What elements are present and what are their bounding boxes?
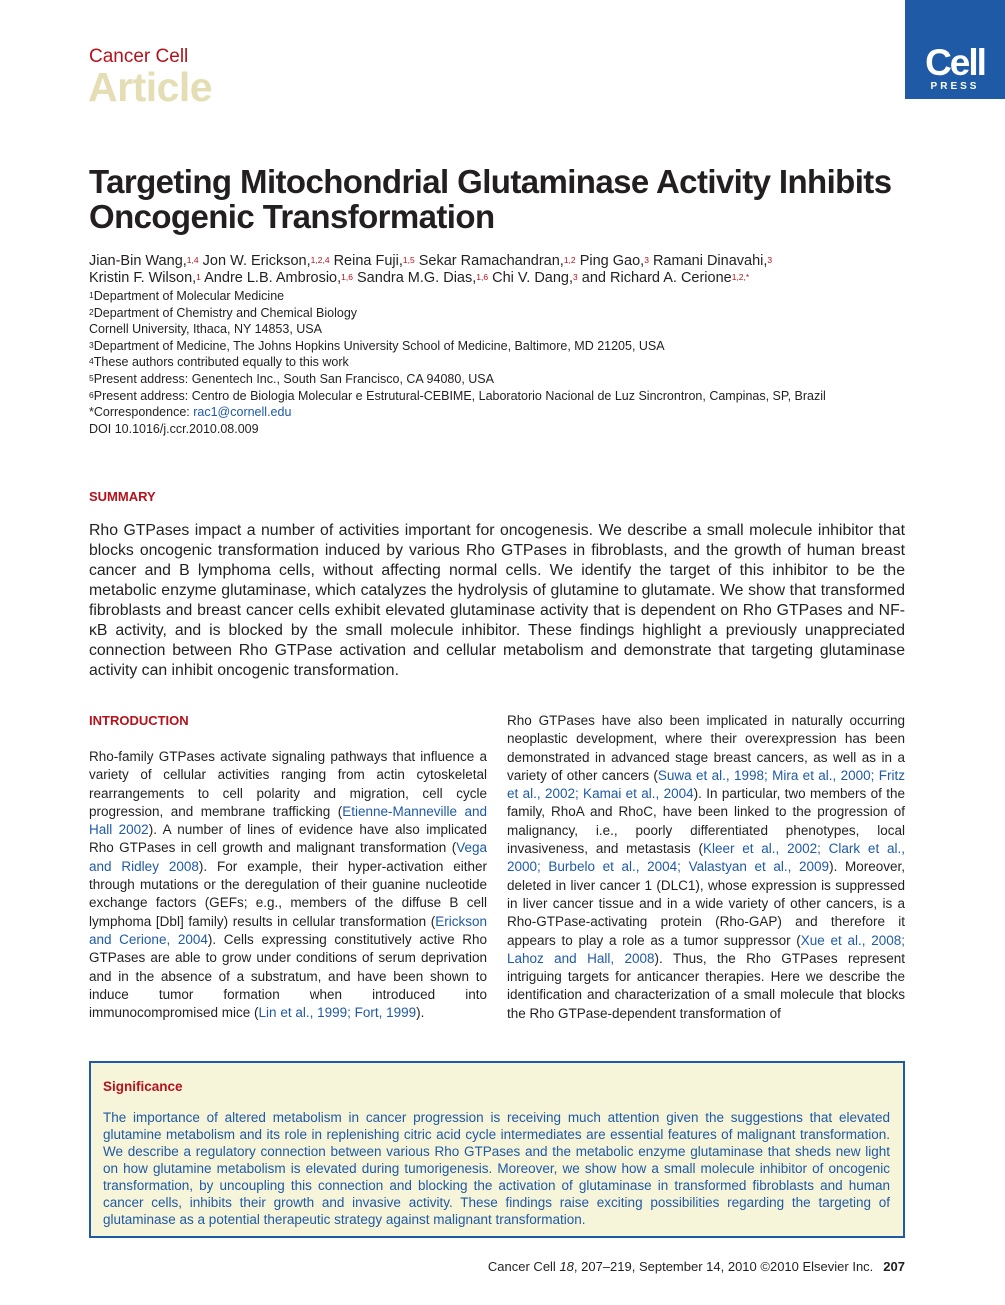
affiliation-text: Present address: Centro de Biologia Molecular e Estrutural-CEBIME, Laboratorio Nacional de Luz Sincrontron, Campinas, SP, Brazil (93, 388, 826, 403)
journal-name: Cancer Cell (89, 46, 189, 67)
citation-link[interactable]: Etienne-Manneville and Hall 2002 (89, 803, 488, 838)
body-text: ). Thus, the Rho GTPases represent intriguing targets for anticancer therapies. Here we describe the identification and characterization of a small molecule that blocks the Rho GTPase-dependent transformation of (507, 950, 905, 1021)
significance-heading: Significance (103, 1079, 183, 1094)
author-name: Reina Fuji, (333, 253, 403, 269)
citation-link[interactable]: Erickson and Cerione, 2004 (89, 913, 487, 947)
affiliation-text: Present address: Genentech Inc., South San Francisco, CA 94080, USA (93, 371, 494, 386)
author-list (89, 253, 909, 287)
author-affiliation-marker: 3 (573, 272, 578, 282)
introduction-heading: INTRODUCTION (89, 713, 189, 728)
affiliation-marker: 5 (89, 372, 94, 383)
author-name: Chi V. Dang, (492, 270, 574, 286)
footer-citation: , 207–219, September 14, 2010 ©2010 Elsevier Inc. (573, 1259, 874, 1274)
affiliation-list (89, 288, 919, 404)
author-line-2 (89, 270, 909, 287)
footer-journal: Cancer Cell (487, 1259, 560, 1274)
affiliation-marker: 2 (89, 306, 94, 317)
citation-link[interactable]: Lin et al., 1999; Fort, 1999 (258, 1005, 417, 1021)
body-text: ). For example, their hyper-activation either through mutations or the deregulation of their guanine nucleotide exchange factors (GEFs; e.g., members of the diffuse B cell lymphoma [Dbl] family) results in cellular transformation ( (89, 858, 488, 929)
correspondence-label: *Correspondence: (89, 405, 194, 420)
affiliation-text: Department of Molecular Medicine (93, 289, 285, 303)
author-affiliation-marker: 3 (767, 255, 773, 265)
author-name: Sandra M.G. Dias, (357, 270, 477, 286)
affiliation-text: Department of Chemistry and Chemical Biology (93, 305, 358, 320)
page-number: 207 (883, 1259, 905, 1274)
correspondence-email-link[interactable]: rac1@cornell.edu (193, 405, 292, 420)
summary-heading: SUMMARY (89, 489, 156, 504)
body-text: ). Moreover, deleted in liver cancer 1 (DLC1), whose expression is suppressed in liver cancer tissue and in a wide variety of other cancers, is a Rho-GTPase-activating protein (Rho-GAP) and therefore it appears to play a role as a tumor suppressor ( (507, 859, 905, 948)
page-footer (480, 1259, 905, 1274)
affiliation-marker: 1 (89, 290, 94, 300)
affiliation (89, 354, 919, 371)
logo-main-text: Cell (925, 42, 985, 83)
logo-sub-text: PRESS (930, 81, 980, 92)
body-text: Rho-family GTPases activate signaling pathways that influence a variety of cellular activities ranging from actin cytoskeletal rearrangements to cell polarity and migration, cell cycle progression, and membrane trafficking ( (89, 749, 487, 819)
author-affiliation-marker: 1,2,4 (310, 255, 330, 265)
article-type-label: Article (88, 64, 213, 110)
affiliation-text: Department of Medicine, The Johns Hopkins University School of Medicine, Baltimore, MD 21205, USA (93, 338, 665, 353)
correspondence (89, 404, 919, 421)
significance-text: The importance of altered metabolism in cancer progression is receiving much attention given the suggestions that elevated glutamine metabolism and its role in replenishing citric acid cycle intermediates are essential features of malignant transformation. We describe a regulatory connection between various Rho GTPases and the metabolic enzyme glutaminase that sheds new light on how glutamine metabolism is elevated during tumorigenesis. Moreover, we show how a small molecule inhibitor of oncogenic transformation, by uncoupling this connection and blocking the activation of glutaminase in transformed fibroblasts and human cancer cells, inhibits their growth and invasive activity. These findings raise exciting possibilities regarding the targeting of glutaminase as a potential therapeutic strategy against malignant transformation. (103, 1110, 890, 1227)
affiliation-marker: 4 (89, 356, 94, 367)
significance-box (89, 1061, 905, 1238)
author-name: Sekar Ramachandran, (418, 253, 564, 269)
summary-text: Rho GTPases impact a number of activities important for oncogenesis. We describe a small molecule inhibitor that blocks oncogenic transformation induced by various Rho GTPases in fibroblasts, and the growth of human breast cancer and B lymphoma cells, without affecting normal cells. We identify the target of this inhibitor to be the metabolic enzyme glutaminase, which catalyzes the hydrolysis of glutamine to glutamate. We show that transformed fibroblasts and breast cancer cells exhibit elevated glutaminase activity that is dependent on Rho GTPases and NF-κB activity, and is blocked by the small molecule inhibitor. These findings highlight a previously unappreciated connection between Rho GTPase activation and cellular metabolism and demonstrate that targeting glutaminase activity can inhibit oncogenic transformation. (89, 522, 905, 679)
footer-volume: 18 (559, 1259, 574, 1274)
body-column-right (507, 712, 905, 1023)
author-name: Jian-Bin Wang, (89, 253, 187, 269)
author-affiliation-marker: 1,6 (341, 272, 353, 282)
affiliation-text: Cornell University, Ithaca, NY 14853, USA (89, 322, 322, 337)
author-affiliation-marker: 1,5 (402, 255, 415, 265)
author-name: and Richard A. Cerione (581, 270, 732, 286)
citation-link[interactable]: Suwa et al., 1998; Mira et al., 2000; Fritz et al., 2002; Kamai et al., 2004 (507, 767, 905, 802)
affiliation-marker: 6 (89, 389, 94, 400)
author-name: Ping Gao, (579, 253, 645, 269)
author-affiliation-marker: 3 (644, 255, 649, 265)
author-name: Andre L.B. Ambrosio, (204, 270, 342, 286)
body-text: ). A number of lines of evidence have also implicated Rho GTPases in cell growth and malignant transformation ( (89, 822, 487, 856)
affiliation (89, 338, 919, 355)
body-column-left (89, 748, 487, 1022)
affiliation (89, 321, 919, 338)
body-text: Rho GTPases have also been implicated in naturally occurring neoplastic development, where their overexpression has been demonstrated in advanced stage breast cancers, as well as in a variety of other cancers ( (507, 713, 905, 783)
author-line-1 (89, 253, 909, 270)
affiliation-text: These authors contributed equally to this work (93, 355, 349, 370)
author-name: Jon W. Erickson, (202, 253, 311, 269)
affiliation (89, 371, 919, 388)
affiliation (89, 305, 919, 322)
body-text: ). Cells expressing constitutively active Rho GTPases are able to grow under conditions of serum deprivation and in the absence of a substratum, and have been shown to induce tumor formation when introduced into immunocompromised mice ( (89, 931, 487, 1021)
author-name: Ramani Dinavahi, (652, 253, 768, 269)
citation-link[interactable]: Xue et al., 2008; Lahoz and Hall, 2008 (507, 932, 906, 966)
cell-press-logo (905, 0, 1005, 99)
author-affiliation-marker: 1,6 (476, 272, 489, 282)
doi: DOI 10.1016/j.ccr.2010.08.009 (89, 421, 259, 436)
citation-link[interactable]: Kleer et al., 2002; Clark et al., 2000; Burbelo et al., 2004; Valastyan et al., 2009 (507, 841, 905, 875)
author-affiliation-marker: 1,2,* (731, 272, 750, 282)
affiliation (89, 288, 919, 305)
body-text: ). (416, 1005, 425, 1021)
author-name: Kristin F. Wilson, (89, 270, 197, 286)
affiliation (89, 388, 919, 405)
author-affiliation-marker: 1,2 (563, 255, 576, 265)
affiliations (89, 288, 919, 437)
author-affiliation-marker: 1,4 (186, 255, 199, 265)
body-text: ). In particular, two members of the family, RhoA and RhoC, have been linked to the progression of malignancy, i.e., poorly differentiated phenotypes, local invasiveness, and metastasis ( (507, 786, 905, 857)
affiliation-marker: 3 (89, 339, 94, 350)
author-affiliation-marker: 1 (196, 272, 201, 282)
paper-title: Targeting Mitochondrial Glutaminase Activity Inhibits Oncogenic Transformation (89, 163, 892, 235)
citation-link[interactable]: Vega and Ridley 2008 (89, 840, 487, 874)
